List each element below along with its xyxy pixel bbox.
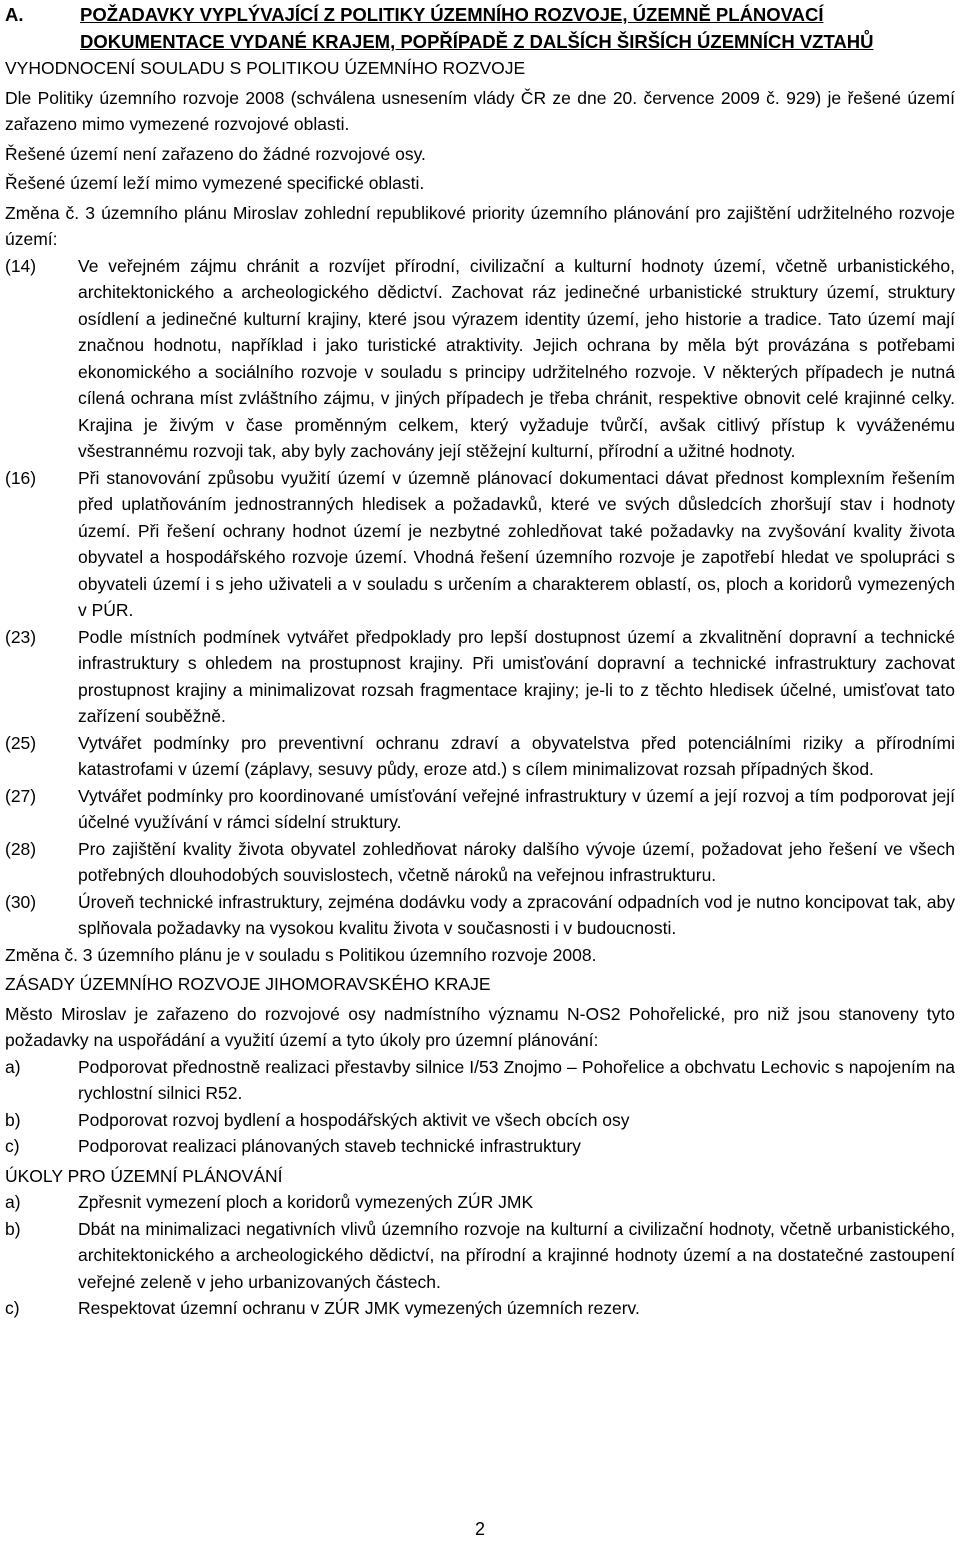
item-label: c) (5, 1298, 20, 1318)
item-label: (30) (5, 891, 37, 912)
item-label: (23) (5, 626, 37, 647)
item-text: Podporovat přednostně realizaci přestavby silnice I/53 Znojmo – Pohořelice a obchvatu Lechovic s napojením na rychlostní silnici R52. (78, 1056, 955, 1103)
item-label: (14) (5, 255, 37, 276)
chapter-title: POŽADAVKY VYPLÝVAJÍCÍ Z POLITIKY ÚZEMNÍHO ROZVOJE, ÚZEMNĚ PLÁNOVACÍ DOKUMENTACE VYDANÉ KRAJEM, POPŘÍPADĚ Z DALŠÍCH ŠIRŠÍCH ÚZEMNÍCH VZTAHŮ (80, 4, 874, 52)
item-text: Respektovat územní ochranu v ZÚR JMK vymezených územních rezerv. (78, 1298, 640, 1318)
item-label: a) (5, 1056, 21, 1077)
chapter-letter: A. (5, 4, 24, 25)
chapter-heading (5, 2, 955, 55)
list-item (5, 465, 955, 624)
item-label: (16) (5, 467, 37, 488)
item-label: b) (5, 1109, 21, 1130)
item-label: a) (5, 1192, 21, 1212)
paragraph: Změna č. 3 územního plánu Miroslav zohlední republikové priority územního plánování pro zajištění udržitelného rozvoje území: (5, 202, 955, 249)
paragraph: Řešené území není zařazeno do žádné rozvojové osy. (5, 143, 426, 164)
list-item (5, 836, 955, 889)
item-text: Podporovat rozvoj bydlení a hospodářských aktivit ve všech obcích osy (78, 1109, 630, 1130)
requirements-list (5, 1054, 955, 1160)
conclusion: Změna č. 3 územního plánu je v souladu s Politikou územního rozvoje 2008. (5, 944, 597, 965)
item-label: (27) (5, 785, 37, 806)
list-item (5, 1054, 955, 1107)
tasks-list (5, 1189, 955, 1322)
list-item (5, 1107, 955, 1134)
list-item (5, 253, 955, 465)
list-item (5, 1216, 955, 1296)
paragraph: Město Miroslav je zařazeno do rozvojové osy nadmístního významu N-OS2 Pohořelické, pro niž jsou stanoveny tyto požadavky na uspořádání a využití území a tyto úkoly pro územní plánování: (5, 1003, 955, 1050)
page-number: 2 (474, 1519, 485, 1539)
section-title: ZÁSADY ÚZEMNÍHO ROZVOJE JIHOMORAVSKÉHO KRAJE (5, 974, 491, 994)
list-item (5, 1189, 955, 1216)
list-item (5, 624, 955, 730)
item-text: Ve veřejném zájmu chránit a rozvíjet přírodní, civilizační a kulturní hodnoty území, včetně urbanistického, architektonického a archeologického dědictví. Zachovat ráz jedinečné urbanistické struktury území, struktury osídlení a jedinečné kulturní krajiny, které jsou výrazem identity území, jeho historie a tradice. Tato území mají značnou hodnotu, například i jako turistické atraktivity. Jejich ochrana by měla být provázána s potřebami ekonomického a sociálního rozvoje v souladu s principy udržitelného rozvoje. V některých případech je nutná cílená ochrana míst zvláštního zájmu, v jiných případech je třeba chránit, respektive obnovit celé krajinné celky. Krajina je živým v čase proměnným celkem, který vyžaduje tvůrčí, avšak citlivý přístup k vyváženému všestrannému rozvoji tak, aby byly zachovány její stěžejní kulturní, přírodní a užitné hodnoty. (78, 255, 955, 461)
section-title: VYHODNOCENÍ SOULADU S POLITIKOU ÚZEMNÍHO ROZVOJE (5, 58, 526, 78)
section-title: ÚKOLY PRO ÚZEMNÍ PLÁNOVÁNÍ (5, 1165, 283, 1186)
item-text: Podporovat realizaci plánovaných staveb technické infrastruktury (78, 1136, 581, 1156)
item-text: Podle místních podmínek vytvářet předpoklady pro lepší dostupnost území a zkvalitnění dopravní a technické infrastruktury s ohledem na prostupnost krajiny. Při umisťování dopravní a technické infrastruktury zachovat prostupnost krajiny a minimalizovat rozsah fragmentace krajiny; je-li to z těchto hledisek účelné, umisťovat tato zařízení souběžně. (78, 626, 955, 726)
paragraph: Řešené území leží mimo vymezené specifické oblasti. (5, 173, 425, 193)
item-text: Při stanovování způsobu využití území v územně plánovací dokumentaci dávat přednost komplexním řešením před uplatňováním jednostranných hledisek a požadavků, které ve svých důsledcích zhoršují stav i hodnoty území. Při řešení ochrany hodnot území je nezbytné zohledňovat také požadavky na zvyšování kvality života obyvatel a hospodářského rozvoje území. Vhodná řešení územního rozvoje je zapotřebí hledat ve spolupráci s obyvateli území i s jeho uživateli a v souladu s určením a charakterem oblastí, os, ploch a koridorů vymezených v PÚR. (78, 467, 955, 620)
item-text: Vytvářet podmínky pro koordinované umísťování veřejné infrastruktury v území a její rozvoj a tím podporovat její účelné využívání v rámci sídelní struktury. (78, 785, 955, 832)
paragraph: Dle Politiky územního rozvoje 2008 (schválena usnesením vlády ČR ze dne 20. července 2009 č. 929) je řešené území zařazeno mimo vymezené rozvojové oblasti. (5, 87, 955, 134)
item-label: (25) (5, 732, 37, 753)
item-text: Úroveň technické infrastruktury, zejména dodávku vody a zpracování odpadních vod je nutno koncipovat tak, aby splňovala požadavky na vysokou kvalitu života v současnosti i v budoucnosti. (78, 891, 955, 938)
priority-list (5, 253, 955, 942)
item-text: Dbát na minimalizaci negativních vlivů územního rozvoje na kulturní a civilizační hodnoty, včetně urbanistického, architektonického a archeologického dědictví, na přírodní a krajinné hodnoty území a na dostatečné zastoupení veřejné zeleně v jeho urbanizovaných částech. (78, 1218, 955, 1292)
item-text: Vytvářet podmínky pro preventivní ochranu zdraví a obyvatelstva před potenciálními riziky a přírodními katastrofami v území (záplavy, sesuvy půdy, eroze atd.) s cílem minimalizovat rozsah případných škod. (78, 732, 955, 779)
list-item (5, 730, 955, 783)
item-label: b) (5, 1218, 21, 1239)
item-text: Pro zajištění kvality života obyvatel zohledňovat nároky dalšího vývoje území, požadovat jeho řešení ve všech potřebných dlouhodobých souvislostech, včetně nároků na veřejnou infrastrukturu. (78, 838, 955, 885)
list-item (5, 1295, 955, 1322)
list-item (5, 889, 955, 942)
list-item (5, 783, 955, 836)
item-label: c) (5, 1136, 20, 1156)
item-label: (28) (5, 838, 37, 859)
list-item (5, 1133, 955, 1160)
item-text: Zpřesnit vymezení ploch a koridorů vymezených ZÚR JMK (78, 1192, 534, 1212)
